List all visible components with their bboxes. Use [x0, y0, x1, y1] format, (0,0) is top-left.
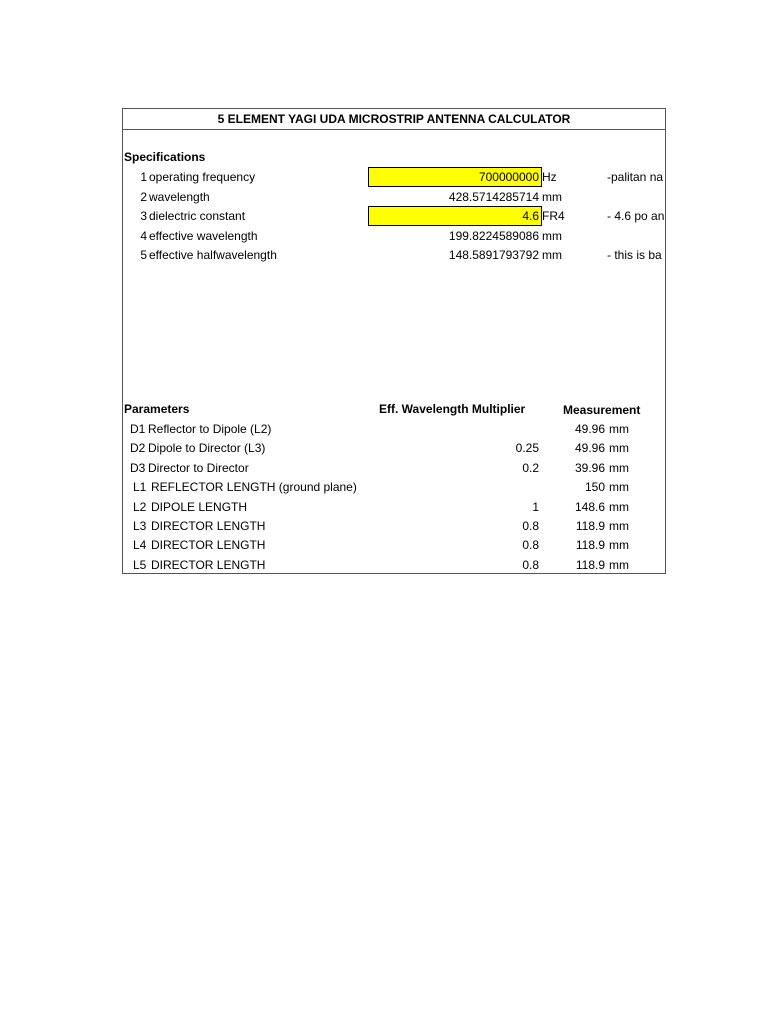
- param-row-label: DIPOLE LENGTH: [151, 499, 248, 514]
- spec-row-label: effective halfwavelength: [149, 248, 277, 262]
- spec-row-number: 3: [140, 209, 147, 223]
- param-row-unit: mm: [609, 460, 629, 475]
- param-row-measurement: 49.96: [574, 441, 605, 456]
- param-row-unit: mm: [609, 519, 629, 533]
- param-row-measurement: 118.9: [575, 519, 605, 533]
- spec-row-value: 148.5891793792: [448, 248, 539, 262]
- param-row-measurement: 118.9: [575, 538, 605, 553]
- param-row-measurement: 148.6: [574, 499, 605, 514]
- spec-row-unit: Hz: [542, 170, 557, 184]
- spec-row-value: 4.6: [522, 209, 539, 223]
- param-row-label: DIRECTOR LENGTH: [151, 557, 266, 572]
- param-row-measurement: 118.9: [575, 557, 605, 572]
- spec-row-number: 5: [140, 248, 147, 262]
- spec-row-note: -palitan na: [607, 170, 664, 184]
- param-row-unit: mm: [609, 499, 629, 514]
- specifications-heading: Specifications: [124, 150, 206, 164]
- spec-row-number: 2: [140, 189, 147, 204]
- param-row-label: Reflector to Dipole (L2): [148, 422, 272, 436]
- param-row-measurement: 150: [584, 480, 605, 495]
- param-row-code: L4: [133, 538, 147, 553]
- sheet-title: 5 ELEMENT YAGI UDA MICROSTRIP ANTENNA CALCULATOR: [123, 109, 665, 130]
- param-row-unit: mm: [609, 441, 629, 456]
- param-row-code: L3: [133, 519, 147, 533]
- param-row-code: L2: [133, 499, 147, 514]
- spec-row-value: 428.5714285714: [448, 189, 539, 204]
- param-row-label: DIRECTOR LENGTH: [151, 538, 266, 553]
- param-row-code: D1: [130, 422, 146, 436]
- multiplier-header: Eff. Wavelength Multiplier: [379, 402, 526, 416]
- param-row-unit: mm: [609, 538, 629, 553]
- param-row-label: REFLECTOR LENGTH (ground plane): [151, 480, 357, 495]
- measurement-header: Measurement: [563, 403, 641, 417]
- param-row-unit: mm: [609, 480, 629, 495]
- spec-row-unit: mm: [542, 189, 562, 204]
- param-row-label: Dipole to Director (L3): [148, 441, 266, 456]
- param-row-multiplier: 0.8: [522, 538, 539, 553]
- param-row-code: D2: [130, 441, 146, 456]
- spec-row-label: operating frequency: [149, 170, 256, 184]
- param-row-label: Director to Director: [148, 460, 249, 475]
- param-row-multiplier: 0.25: [515, 441, 539, 456]
- param-row-multiplier: 0.8: [522, 519, 539, 533]
- param-row-unit: mm: [609, 557, 629, 572]
- param-row-multiplier: 0.2: [522, 460, 539, 475]
- parameters-heading: Parameters: [124, 402, 190, 416]
- spec-row-number: 4: [140, 228, 147, 243]
- param-row-label: DIRECTOR LENGTH: [151, 519, 266, 533]
- spec-row-note: - 4.6 po an: [607, 209, 665, 223]
- param-row-multiplier: 1: [532, 499, 539, 514]
- spec-row-value: 700000000: [478, 170, 539, 184]
- spec-row-label: wavelength: [149, 189, 210, 204]
- spec-row-note: - this is ba: [607, 248, 662, 262]
- spec-row-number: 1: [140, 170, 147, 184]
- spec-row-unit: mm: [542, 228, 562, 243]
- spec-row-value: 199.8224589086: [448, 228, 539, 243]
- param-row-measurement: 49.96: [574, 422, 605, 436]
- spreadsheet-table: [122, 108, 666, 574]
- param-row-measurement: 39.96: [574, 460, 605, 475]
- spec-row-label: dielectric constant: [149, 209, 246, 223]
- param-row-code: L5: [133, 557, 147, 572]
- spec-row-unit: mm: [542, 248, 562, 262]
- param-row-multiplier: 0.8: [522, 557, 539, 572]
- param-row-code: L1: [133, 480, 147, 495]
- spec-row-unit: FR4: [542, 209, 565, 223]
- param-row-code: D3: [130, 460, 146, 475]
- spec-row-label: effective wavelength: [149, 228, 258, 243]
- param-row-unit: mm: [609, 422, 629, 436]
